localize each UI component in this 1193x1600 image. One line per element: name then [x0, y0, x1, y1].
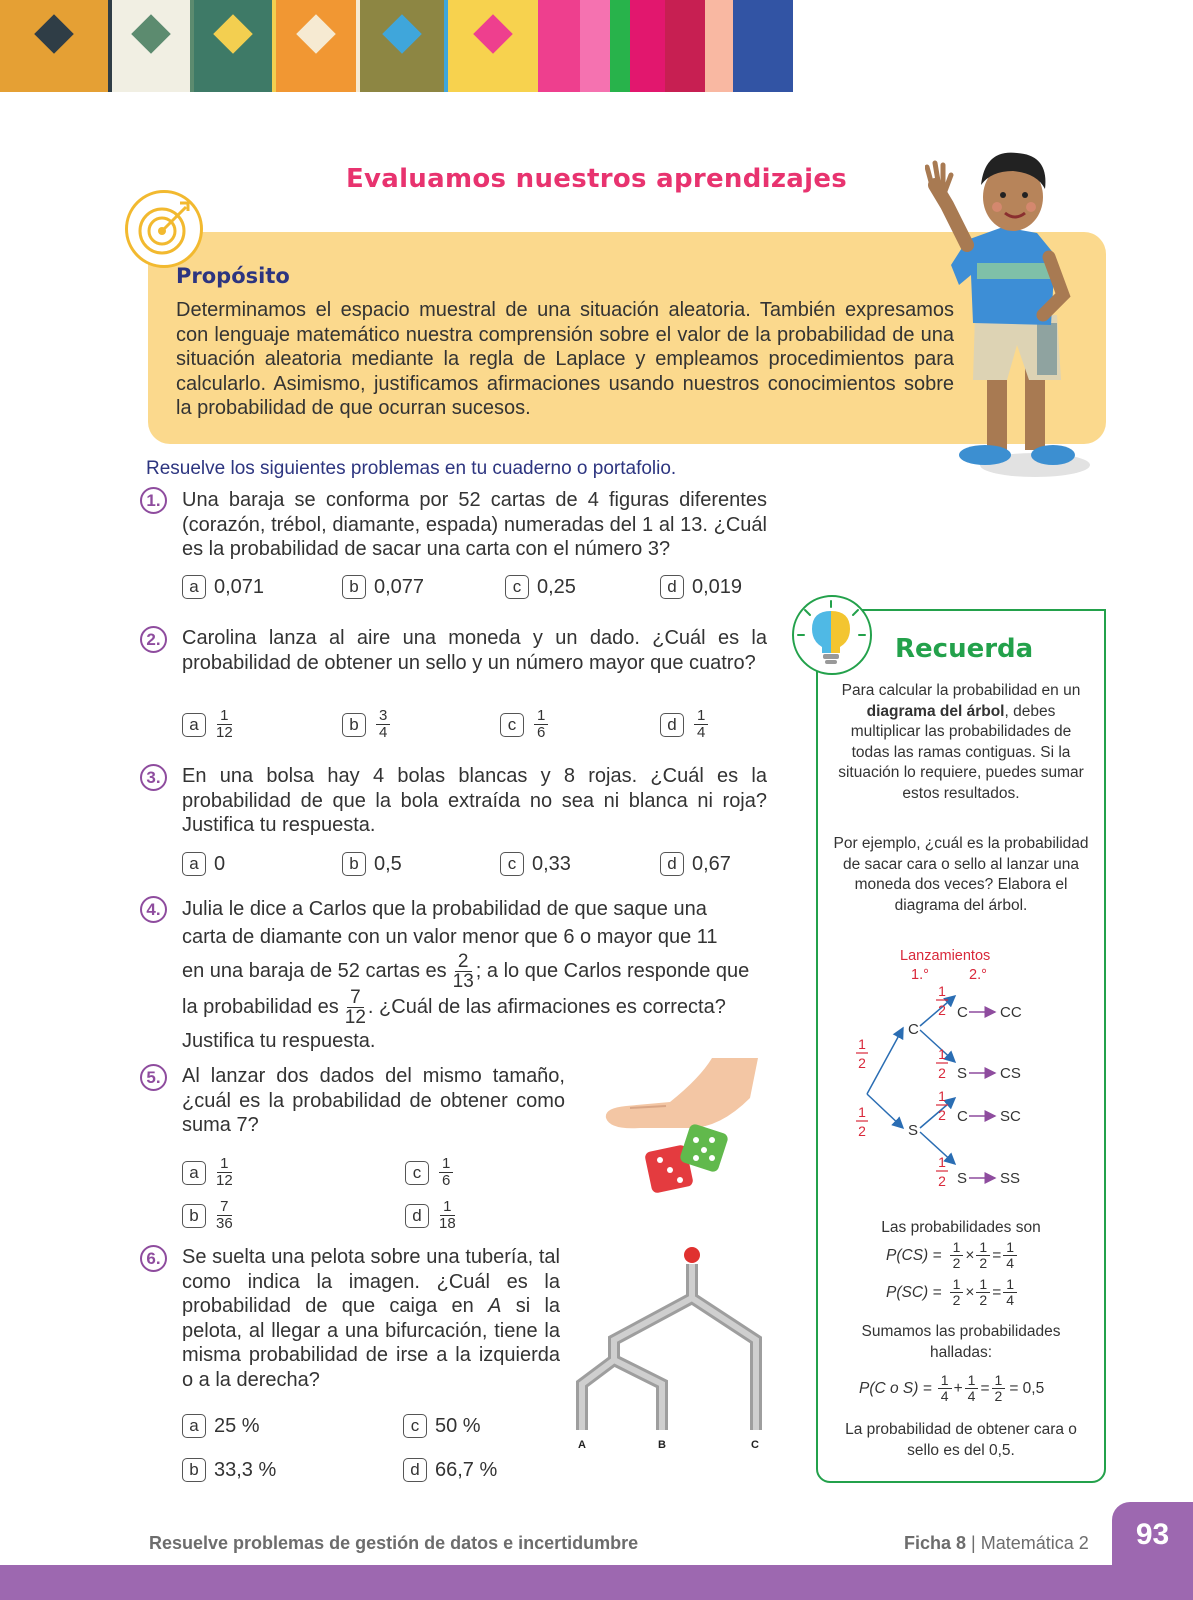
tree-outcome-cs: CS	[1000, 1065, 1021, 1082]
q2-option-a[interactable]: a $\frac{1}{12}$	[182, 708, 235, 741]
q3-option-d[interactable]: d 0,67	[660, 852, 731, 876]
pipe-diagram	[570, 1240, 770, 1455]
footer-band	[0, 1565, 1193, 1600]
equation-p-c-o-s: P(C o S) = $\frac{1}{4}$ + $\frac{1}{4}$ = $\frac{1}{2}$ = 0,5	[859, 1372, 1045, 1404]
svg-text:2: 2	[938, 1002, 946, 1018]
tree-col-2: 2.°	[969, 967, 987, 983]
question-1-text: Una baraja se conforma por 52 cartas de 4 figuras diferentes (corazón, trébol, diamante, espada) numeradas del 1 al 13. ¿Cuál es la probabilidad de sacar una carta con el número 3?	[182, 489, 767, 560]
svg-text:1: 1	[938, 1088, 946, 1104]
q5-option-d[interactable]: d $\frac{1}{18}$	[405, 1199, 458, 1232]
svg-text:1: 1	[858, 1104, 866, 1120]
question-6-number: 6.	[140, 1245, 167, 1272]
question-4-number: 4.	[140, 896, 167, 923]
equation-p-sc: P(SC) = $\frac{1}{2}$ × $\frac{1}{2}$ = $\frac{1}{4}$	[886, 1277, 1019, 1308]
svg-text:2: 2	[858, 1055, 866, 1071]
q5-option-b[interactable]: b $\frac{7}{36}$	[182, 1199, 235, 1232]
question-2-text: Carolina lanza al aire una moneda y un dado. ¿Cuál es la probabilidad de obtener un sello y un número mayor que cuatro?	[182, 627, 767, 674]
q6-option-d[interactable]: d 66,7 %	[403, 1458, 497, 1482]
banner-diamond-motif	[131, 14, 171, 54]
instruction-text: Resuelve los siguientes problemas en tu cuaderno o portafolio.	[146, 458, 677, 479]
svg-text:2: 2	[858, 1123, 866, 1139]
q1-option-a[interactable]: a 0,071	[182, 575, 264, 599]
q5-option-a[interactable]: a $\frac{1}{12}$	[182, 1156, 235, 1189]
probability-tree-diagram	[855, 946, 1075, 1206]
banner-stripe	[733, 0, 793, 92]
tree-prob-cs	[936, 1046, 948, 1081]
q2-option-b[interactable]: b $\frac{3}{4}$	[342, 708, 392, 741]
svg-text:2: 2	[938, 1107, 946, 1123]
footer-ficha: Ficha 8 | Matemática 2	[904, 1533, 1089, 1553]
question-6-text: Se suelta una pelota sobre una tubería, tal como indica la imagen. ¿Cuál es la probabilidad de que caiga en A si la pelota, al llegar a una bifurcación, tiene la misma probabilidad de irse a la izquierda o a la derecha?	[182, 1246, 561, 1391]
brain-lightbulb-icon	[792, 595, 872, 675]
q3-option-c[interactable]: c 0,33	[500, 852, 571, 876]
question-3-number: 3.	[140, 764, 167, 791]
purpose-text: Determinamos el espacio muestral de una situación aleatoria. También expresamos con lenguaje matemático nuestra comprensión sobre el valor de la probabilidad de una situación aleatoria mediante la regla de Laplace y empleamos procedimientos para calcularlo. Asimismo, justificamos afirmaciones usando nuestros conocimientos sobre la probabilidad de que ocurran sucesos.	[176, 299, 954, 419]
tree-prob-sc	[936, 1088, 948, 1123]
svg-text:2: 2	[938, 1173, 946, 1189]
banner-stripe	[276, 0, 356, 92]
footer-competency: Resuelve problemas de gestión de datos e incertidumbre	[149, 1533, 639, 1553]
banner-stripe	[194, 0, 272, 92]
q3-option-b[interactable]: b 0,5	[342, 852, 402, 876]
q1-option-b[interactable]: b 0,077	[342, 575, 424, 599]
purpose-heading: Propósito	[176, 264, 290, 288]
question-1-number: 1.	[140, 487, 167, 514]
tree-outcome-ss: SS	[1000, 1170, 1021, 1187]
equation-p-cs: P(CS) = $\frac{1}{2}$ × $\frac{1}{2}$ = $\frac{1}{4}$	[886, 1240, 1019, 1271]
tree-node-s: S	[908, 1122, 919, 1139]
tree-outcome-cc: CC	[1000, 1004, 1022, 1021]
banner-stripe	[665, 0, 705, 92]
question-2-number: 2.	[140, 626, 167, 653]
banner-diamond-motif	[213, 14, 253, 54]
svg-text:2: 2	[938, 1065, 946, 1081]
recuerda-paragraph-2: Por ejemplo, ¿cuál es la probabilidad de sacar cara o sello al lanzar una moneda dos veces? Elabora el diagrama del árbol.	[833, 835, 1089, 914]
q6-option-a[interactable]: a 25 %	[182, 1414, 260, 1438]
question-5-number: 5.	[140, 1064, 167, 1091]
question-5-text: Al lanzar dos dados del mismo tamaño, ¿cuál es la probabilidad de obtener como suma 7?	[182, 1065, 565, 1136]
page-number: 93	[1112, 1502, 1193, 1600]
tree-prob-cc	[936, 983, 948, 1018]
svg-text:1: 1	[938, 1154, 946, 1170]
banner-stripe	[538, 0, 580, 92]
tree-prob-1c	[856, 1036, 868, 1071]
banner-stripe	[610, 0, 630, 92]
q2-option-c[interactable]: c $\frac{1}{6}$	[500, 708, 550, 741]
banner-diamond-motif	[296, 14, 336, 54]
tree-node-cc: C	[957, 1004, 968, 1021]
tree-prob-1s	[856, 1104, 868, 1139]
recuerda-paragraph-1: Para calcular la probabilidad en un diagrama del árbol, debes multiplicar las probabilidades de todas las ramas contiguas. Si la situación lo requiere, puedes sumar estos resultados.	[838, 682, 1084, 802]
q5-option-c[interactable]: c $\frac{1}{6}$	[405, 1156, 455, 1189]
pipe-label-a: A	[578, 1439, 586, 1451]
banner-stripe	[630, 0, 665, 92]
banner-stripe	[0, 0, 108, 92]
tree-node-ss: S	[957, 1170, 968, 1187]
page-title: Evaluamos nuestros aprendizajes	[345, 164, 848, 194]
svg-text:1: 1	[938, 1046, 946, 1062]
q1-option-c[interactable]: c 0,25	[505, 575, 576, 599]
dice-hand-illustration	[600, 1058, 760, 1208]
tree-col-1: 1.°	[911, 967, 929, 983]
tree-node-c: C	[908, 1021, 919, 1038]
q2-option-d[interactable]: d $\frac{1}{4}$	[660, 708, 710, 741]
banner-stripe	[360, 0, 444, 92]
banner-stripe	[448, 0, 538, 92]
question-4-text: Julia le dice a Carlos que la probabilidad de que saque una carta de diamante con un valor menor que 6 o mayor que 11 en una baraja de 52 cartas es $\frac{2}{13}$ ; a lo que Carlos responde que la probabilidad es $\frac{7}{12}$ . ¿Cuál de las afirmaciones es correcta? Justifica tu respuesta.	[182, 898, 750, 1052]
banner-diamond-motif	[382, 14, 422, 54]
q3-option-a[interactable]: a 0	[182, 852, 225, 876]
banner-diamond-motif	[34, 14, 74, 54]
recuerda-paragraph-4: Sumamos las probabilidades halladas:	[861, 1323, 1061, 1361]
tree-prob-ss	[936, 1154, 948, 1189]
decorative-banner	[0, 0, 1193, 92]
question-3-text: En una bolsa hay 4 bolas blancas y 8 rojas. ¿Cuál es la probabilidad de que la bola extraída no sea ni blanca ni roja? Justifica tu respuesta.	[182, 765, 767, 836]
banner-stripe	[705, 0, 733, 92]
q6-option-b[interactable]: b 33,3 %	[182, 1458, 276, 1482]
tree-node-cs: S	[957, 1065, 968, 1082]
tree-header: Lanzamientos	[900, 948, 991, 964]
svg-text:1: 1	[938, 983, 946, 999]
recuerda-paragraph-5: La probabilidad de obtener cara o sello es del 0,5.	[845, 1421, 1077, 1459]
tree-node-sc: C	[957, 1108, 968, 1125]
svg-text:1: 1	[858, 1036, 866, 1052]
q6-option-c[interactable]: c 50 %	[403, 1414, 481, 1438]
ball-icon	[684, 1247, 700, 1263]
banner-stripe	[580, 0, 610, 92]
pipe-label-c: C	[751, 1439, 759, 1451]
pipe-label-b: B	[658, 1439, 666, 1451]
recuerda-title: Recuerda	[895, 634, 1034, 664]
boy-illustration	[925, 145, 1115, 495]
q1-option-d[interactable]: d 0,019	[660, 575, 742, 599]
tree-outcome-sc: SC	[1000, 1108, 1021, 1125]
recuerda-paragraph-3: Las probabilidades son	[881, 1219, 1041, 1236]
banner-stripe	[112, 0, 190, 92]
banner-diamond-motif	[473, 14, 513, 54]
target-icon	[125, 190, 203, 268]
